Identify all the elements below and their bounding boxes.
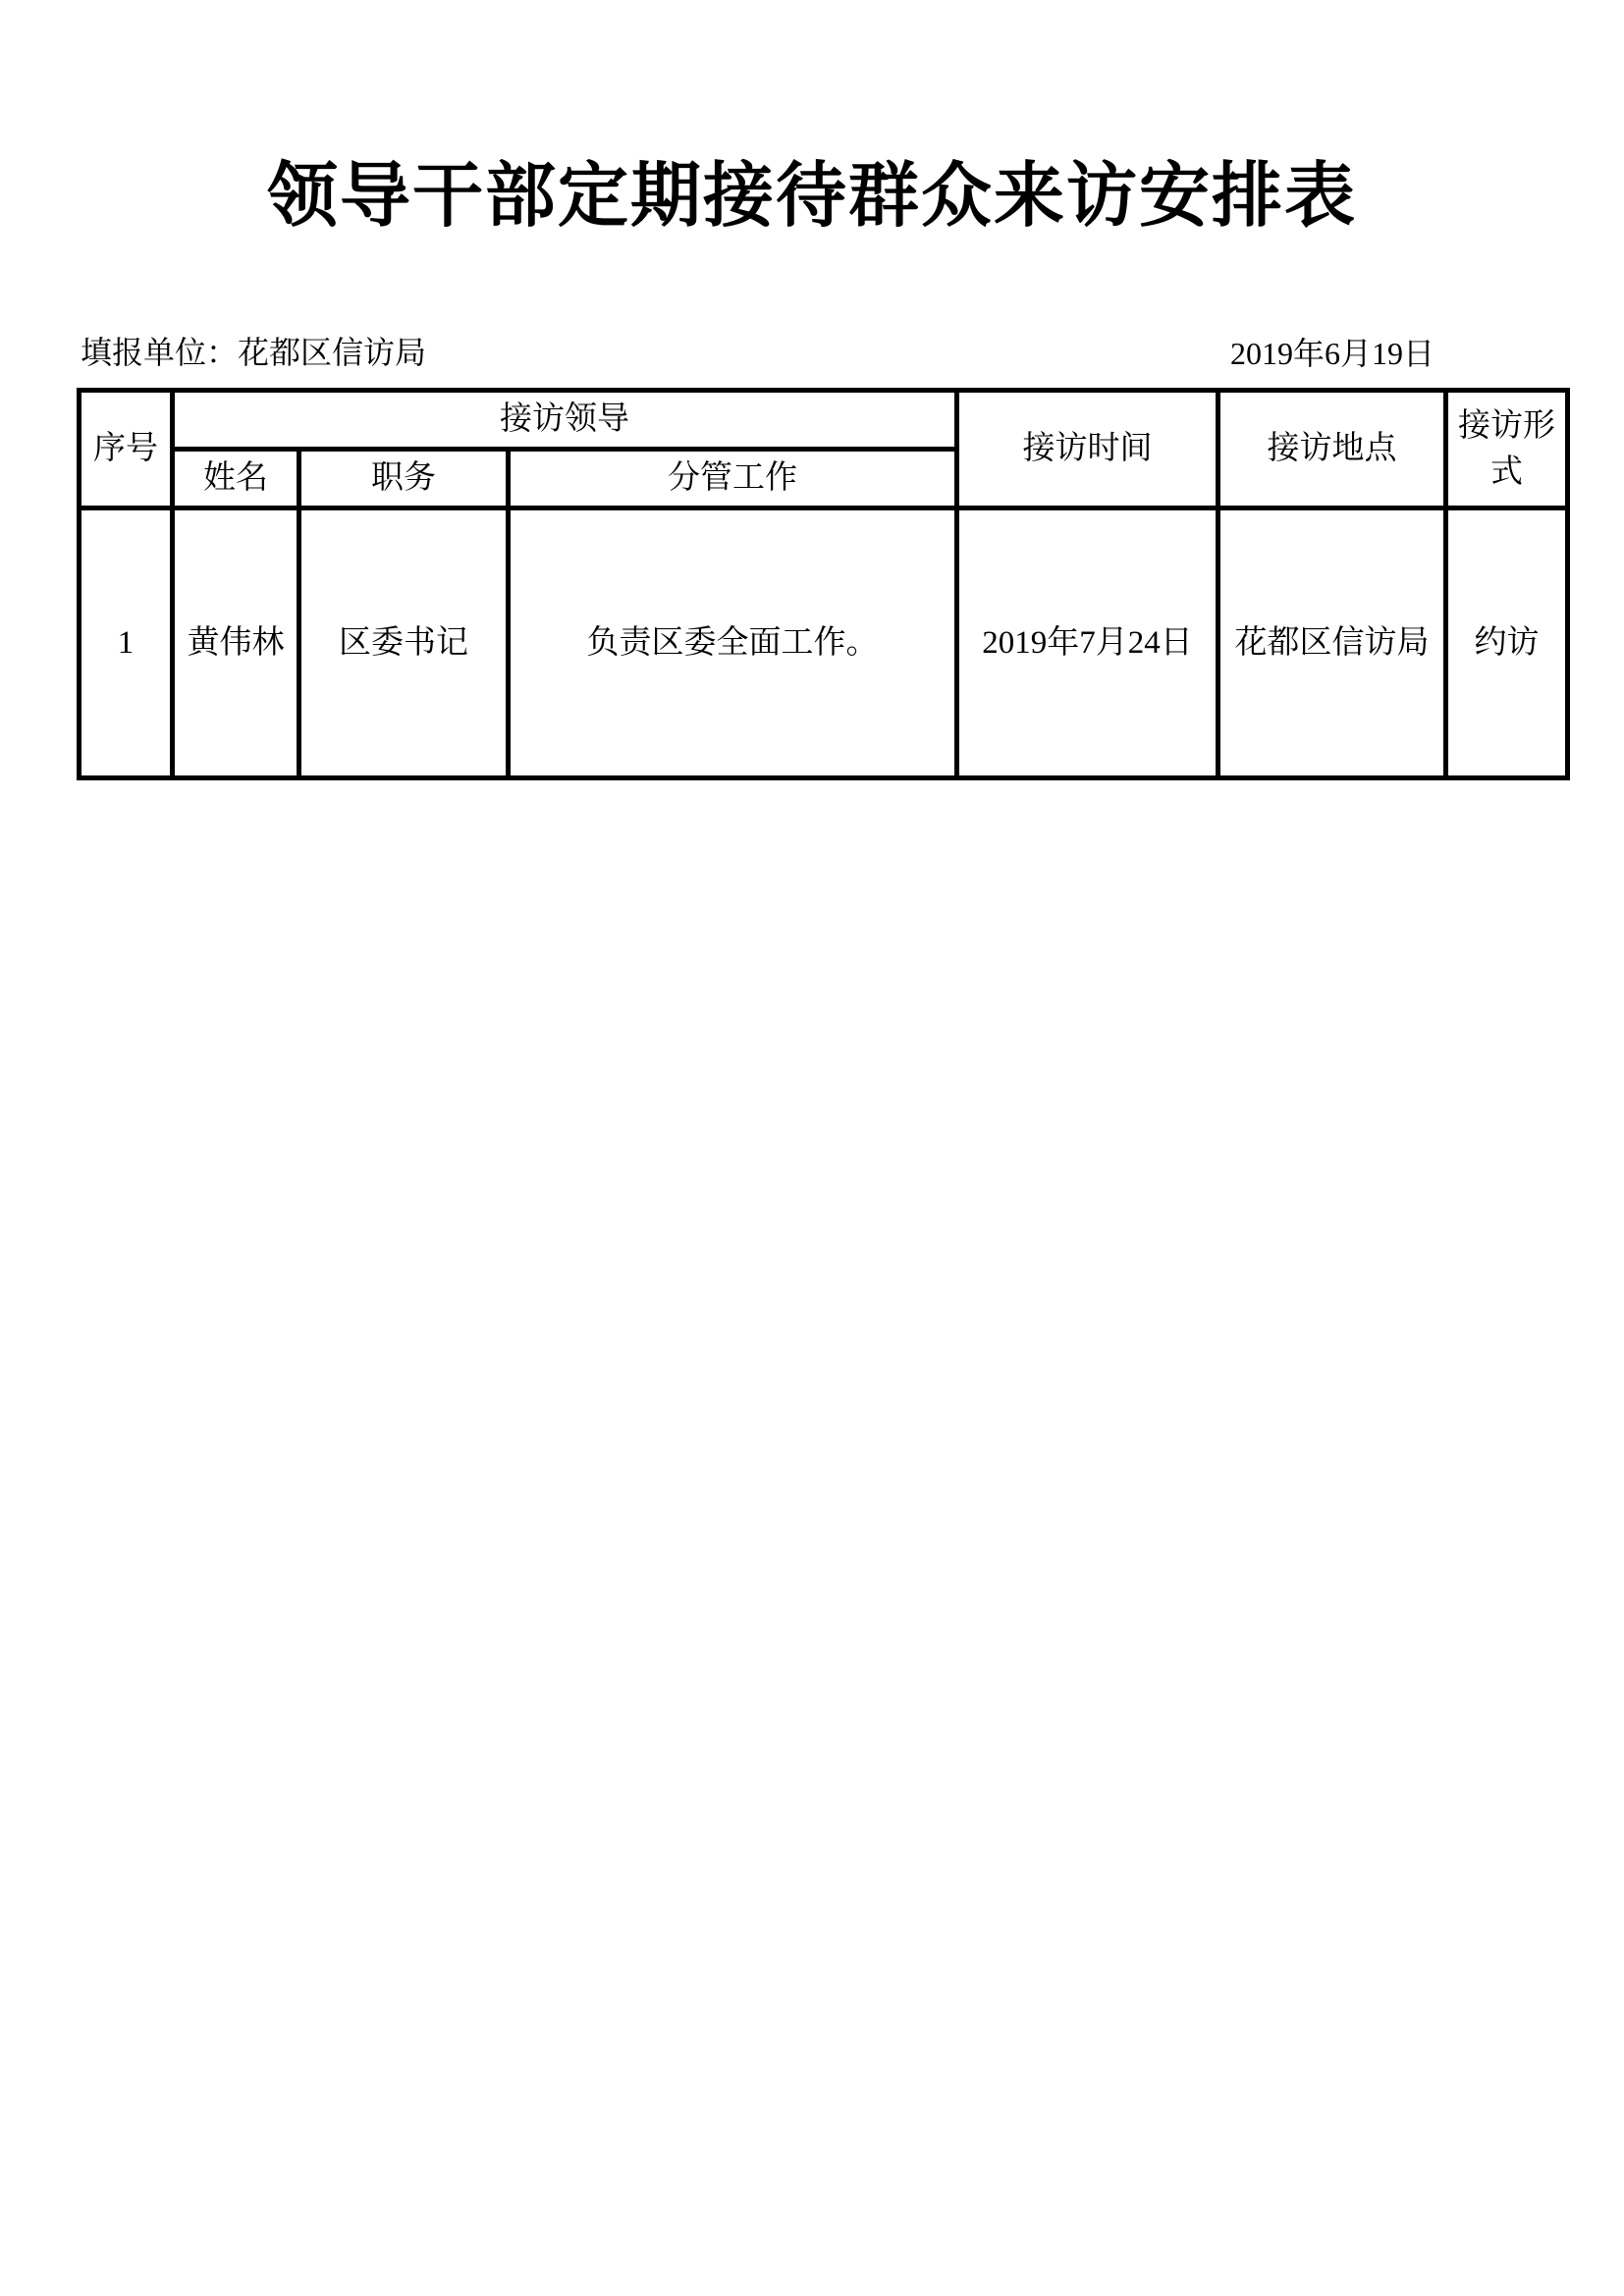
header-name: 姓名: [173, 450, 299, 508]
cell-visit-time: 2019年7月24日: [957, 508, 1218, 778]
cell-name: 黄伟林: [173, 508, 299, 778]
schedule-table: [77, 388, 1570, 780]
reporting-unit-label: 填报单位：: [81, 335, 239, 370]
cell-visit-form: 约访: [1446, 508, 1568, 778]
cell-position: 区委书记: [299, 508, 509, 778]
reporting-unit: [81, 334, 426, 371]
header-visit-place: 接访地点: [1218, 391, 1446, 508]
cell-serial: 1: [80, 508, 173, 778]
reporting-unit-value: 花都区信访局: [238, 335, 427, 370]
page-title: 领导干部定期接待群众来访安排表: [266, 157, 1357, 236]
header-visit-form: 接访形式: [1446, 391, 1568, 508]
report-date: 2019年6月19日: [1230, 336, 1435, 371]
header-visit-time: 接访时间: [957, 391, 1218, 508]
header-duties: 分管工作: [509, 450, 957, 508]
table-header-row-1: [80, 391, 1568, 450]
header-serial: 序号: [80, 391, 173, 508]
header-position: 职务: [299, 450, 509, 508]
cell-duties: 负责区委全面工作。: [509, 508, 957, 778]
cell-visit-place: 花都区信访局: [1218, 508, 1446, 778]
header-reception-leaders: 接访领导: [173, 391, 957, 450]
table-row: [80, 508, 1568, 778]
